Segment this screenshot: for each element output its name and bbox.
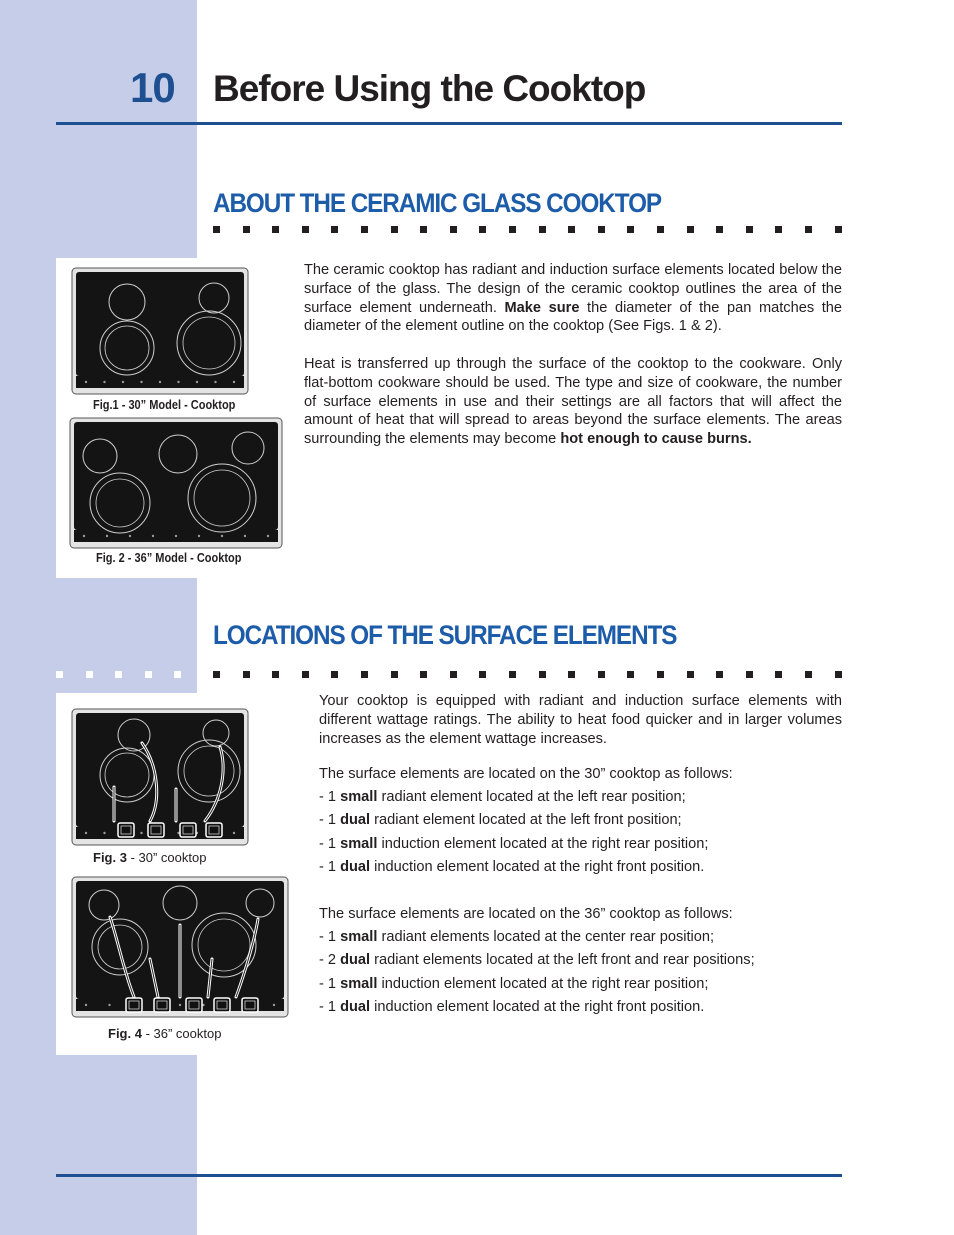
list-item: - 1 small radiant element located at the left rear position; [319, 789, 686, 805]
element-location-icon [148, 823, 164, 837]
divider-dot [331, 671, 338, 678]
touch-control [85, 1004, 87, 1006]
figure-4-caption: Fig. 4 - 36” cooktop [108, 1026, 222, 1041]
figure-1-caption: Fig.1 - 30” Model - Cooktop [93, 398, 236, 412]
divider-dot [331, 226, 338, 233]
section-heading-ceramic-cooktop: ABOUT THE CERAMIC GLASS COOKTOP [213, 188, 662, 218]
list-item: - 2 dual radiant elements located at the left front and rear positions; [319, 952, 755, 969]
divider-dot [302, 671, 309, 678]
touch-control [198, 535, 200, 537]
section-divider-dots-2 [213, 671, 843, 679]
divider-dot [86, 671, 93, 678]
cooktop-glass [76, 713, 244, 827]
list-item: - 1 dual induction element located at the right front position. [319, 859, 705, 876]
sidebar-divider-dots [56, 671, 196, 679]
divider-dot [420, 226, 427, 233]
touch-control [103, 832, 105, 834]
touch-control [152, 535, 154, 537]
divider-dot [627, 226, 634, 233]
touch-control [140, 381, 142, 383]
element-location-icon [118, 823, 134, 837]
page-title: Before Using the Cooktop [213, 68, 646, 109]
figure-panel-3-4 [56, 693, 304, 1055]
figure-2-caption: Fig. 2 - 36” Model - Cooktop [96, 551, 242, 565]
touch-control [267, 535, 269, 537]
divider-dot [243, 226, 250, 233]
touch-control [233, 832, 235, 834]
list-36-intro: The surface elements are located on the 36” cooktop as follows: [319, 906, 733, 922]
element-location-icon [186, 998, 202, 1012]
divider-dot [746, 226, 753, 233]
divider-dot [775, 671, 782, 678]
touch-control [103, 381, 105, 383]
list-30-intro: The surface elements are located on the 30” cooktop as follows: [319, 766, 733, 782]
divider-dot [391, 226, 398, 233]
divider-dot [391, 671, 398, 678]
list-item: - 1 small radiant elements located at the center rear position; [319, 929, 715, 945]
section2-intro: Your cooktop is equipped with radiant and induction surface elements with different wattage ratings. The ability to heat food quicker and in larger volumes increases as the element wattage increases. [319, 693, 842, 747]
touch-control [85, 832, 87, 834]
divider-dot [272, 226, 279, 233]
element-location-icon [154, 998, 170, 1012]
divider-dot [687, 671, 694, 678]
touch-control [221, 535, 223, 537]
divider-dot [361, 671, 368, 678]
list-item: - 1 small induction element located at the right rear position; [319, 835, 709, 852]
figure-panel-1-2 [56, 258, 290, 578]
touch-control [244, 535, 246, 537]
divider-dot [805, 226, 812, 233]
header-rule [56, 122, 842, 125]
element-location-icon [214, 998, 230, 1012]
divider-dot [450, 671, 457, 678]
divider-dot [539, 226, 546, 233]
element-location-icon [206, 823, 222, 837]
divider-dot [568, 671, 575, 678]
divider-dot [598, 226, 605, 233]
element-location-icon [126, 998, 142, 1012]
element-location-icon [242, 998, 258, 1012]
divider-dot [243, 671, 250, 678]
touch-control [83, 535, 85, 537]
divider-dot [272, 671, 279, 678]
touch-control [214, 381, 216, 383]
divider-dot [420, 671, 427, 678]
touch-control [129, 535, 131, 537]
divider-dot [716, 226, 723, 233]
divider-dot [509, 226, 516, 233]
list-item: - 1 small induction element located at the right rear position; [319, 975, 709, 992]
divider-dot [539, 671, 546, 678]
divider-dot [213, 226, 220, 233]
section1-body [304, 261, 842, 449]
touch-control [140, 832, 142, 834]
touch-control [175, 535, 177, 537]
divider-dot [115, 671, 122, 678]
section1-paragraph-1: The ceramic cooktop has radiant and induction surface elements located below the surface of the glass. The design of the ceramic cooktop outlines the area of the surface element underneath. Make sure the diameter of the pan matches the diameter of the element outline on the cooktop (See Figs. 1 & 2). [304, 262, 843, 335]
divider-dot [746, 671, 753, 678]
section-divider-dots [213, 226, 843, 234]
touch-control [177, 381, 179, 383]
list-item: - 1 dual radiant element located at the left front position; [319, 812, 682, 829]
divider-dot [657, 226, 664, 233]
figure-3-caption: Fig. 3 - 30” cooktop [93, 850, 207, 865]
touch-control [108, 1004, 110, 1006]
cooktop-36-figure [70, 418, 282, 548]
divider-dot [716, 671, 723, 678]
touch-control [179, 1004, 181, 1006]
divider-dot [450, 226, 457, 233]
divider-dot [174, 671, 181, 678]
divider-dot [835, 226, 842, 233]
divider-dot [479, 226, 486, 233]
divider-dot [56, 671, 63, 678]
divider-dot [145, 671, 152, 678]
divider-dot [509, 671, 516, 678]
cooktop-30-figure [72, 268, 248, 394]
divider-dot [568, 226, 575, 233]
footer-rule [56, 1174, 842, 1177]
divider-dot [213, 671, 220, 678]
touch-control [196, 381, 198, 383]
divider-dot [302, 226, 309, 233]
touch-control [273, 1004, 275, 1006]
cooktop-36-element-locations-figure [72, 877, 288, 1017]
divider-dot [627, 671, 634, 678]
divider-dot [687, 226, 694, 233]
divider-dot [835, 671, 842, 678]
cooktop-glass [76, 272, 244, 376]
cooktop-30-element-locations-figure [72, 709, 248, 845]
divider-dot [361, 226, 368, 233]
touch-control [85, 381, 87, 383]
divider-dot [657, 671, 664, 678]
divider-dot [805, 671, 812, 678]
divider-dot [598, 671, 605, 678]
touch-control [159, 381, 161, 383]
list-item: - 1 dual induction element located at the right front position. [319, 999, 705, 1016]
section-heading-surface-elements: LOCATIONS OF THE SURFACE ELEMENTS [213, 620, 677, 650]
section1-paragraph-2: Heat is transferred up through the surface of the cooktop to the cookware. Only flat-bottom cookware should be used. The type and size of cookware, the number of surface elements in use and their settings are all factors that will affect the amount of heat that will spread to areas beyond the surface elements. The areas surrounding the elements may become hot enough to cause burns. [304, 355, 842, 448]
divider-dot [479, 671, 486, 678]
touch-control [233, 381, 235, 383]
page-number: 10 [130, 64, 175, 111]
touch-control [106, 535, 108, 537]
divider-dot [775, 226, 782, 233]
touch-control [122, 381, 124, 383]
element-location-icon [180, 823, 196, 837]
